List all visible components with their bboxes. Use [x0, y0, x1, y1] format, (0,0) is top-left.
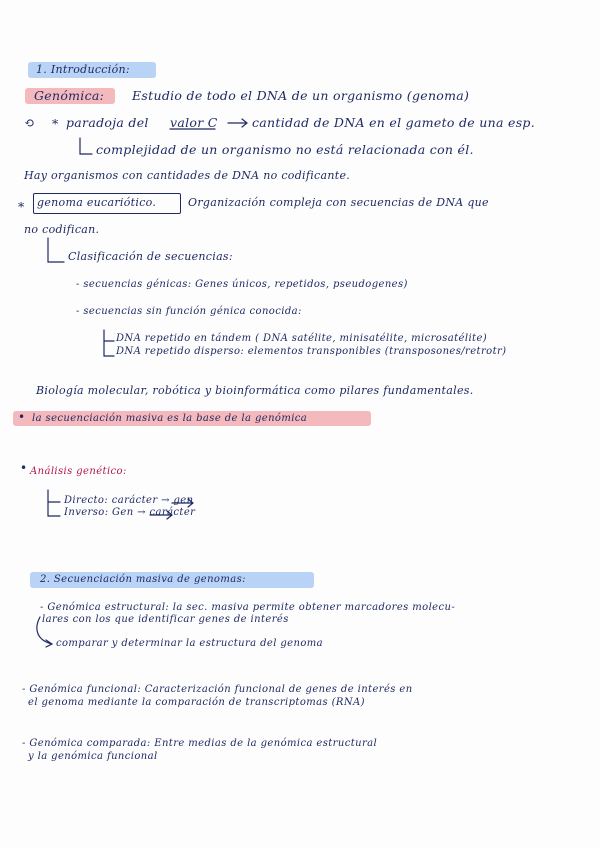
non-coding-text: Hay organismos con cantidades de DNA no codificante.: [24, 169, 351, 182]
bracket-dna: [104, 330, 114, 356]
estructural-line-3: comparar y determinar la estructura del genoma: [56, 638, 324, 649]
inverso-line: Inverso: Gen → carácter: [64, 507, 196, 518]
biologia-text: Biología molecular, robótica y bioinformática como pilares fundamentales.: [36, 384, 474, 397]
eucariotico-text: Organización compleja con secuencias de DNA que: [188, 196, 489, 209]
estructural-line-1: - Genómica estructural: la sec. masiva permite obtener marcadores molecu-: [40, 602, 456, 613]
paradox-result: cantidad de DNA en el gameto de una esp.: [252, 115, 535, 130]
secuencias-sin-funcion: - secuencias sin función génica conocida:: [76, 306, 302, 317]
genomica-label: Genómica:: [34, 88, 105, 103]
star-2: *: [18, 199, 25, 214]
funcional-line-2: el genoma mediante la comparación de transcriptomas (RNA): [28, 697, 365, 708]
bracket-analisis: [48, 490, 60, 516]
comparada-line-1: - Genómica comparada: Entre medias de la genómica estructural: [22, 738, 378, 749]
estructural-line-2: lares con los que identificar genes de interés: [42, 614, 289, 625]
complexity-text: complejidad de un organismo no está relacionada con él.: [96, 142, 474, 157]
paradox-star: *: [52, 116, 59, 131]
dna-disperso: DNA repetido disperso: elementos transponibles (transposones/retrotr): [116, 346, 507, 357]
heading-1: 1. Introducción:: [36, 63, 130, 76]
secuencias-genicas: - secuencias génicas: Genes únicos, repetidos, pseudogenes): [76, 279, 408, 290]
directo-line: Directo: carácter → gen: [64, 495, 194, 506]
clasificacion-title: Clasificación de secuencias:: [68, 250, 233, 263]
genomica-definition: Estudio de todo el DNA de un organismo (genoma): [132, 88, 470, 103]
eucariotico-label: genoma eucariótico.: [37, 196, 157, 209]
analisis-bullet: •: [20, 461, 28, 475]
secuenciacion-text: la secuenciación masiva es la base de la genómica: [32, 413, 308, 424]
paradox-symbol: ⟲: [24, 115, 35, 130]
paradox-text: paradoja del: [66, 115, 149, 130]
bracket-clasificacion: [48, 238, 64, 262]
eucariotico-text-2: no codifican.: [24, 223, 100, 236]
secuenciacion-bullet: •: [18, 410, 26, 424]
analisis-title: Análisis genético:: [30, 466, 127, 477]
arrow-1-icon: [228, 119, 247, 127]
comparada-line-2: y la genómica funcional: [28, 751, 158, 762]
bracket-complexity: [80, 138, 92, 154]
paradox-valor: valor C: [170, 115, 218, 130]
dna-tandem: DNA repetido en tándem ( DNA satélite, minisatélite, microsatélite): [116, 333, 488, 344]
funcional-line-1: - Genómica funcional: Caracterización funcional de genes de interés en: [22, 684, 413, 695]
heading-2: 2. Secuenciación masiva de genomas:: [40, 574, 246, 585]
